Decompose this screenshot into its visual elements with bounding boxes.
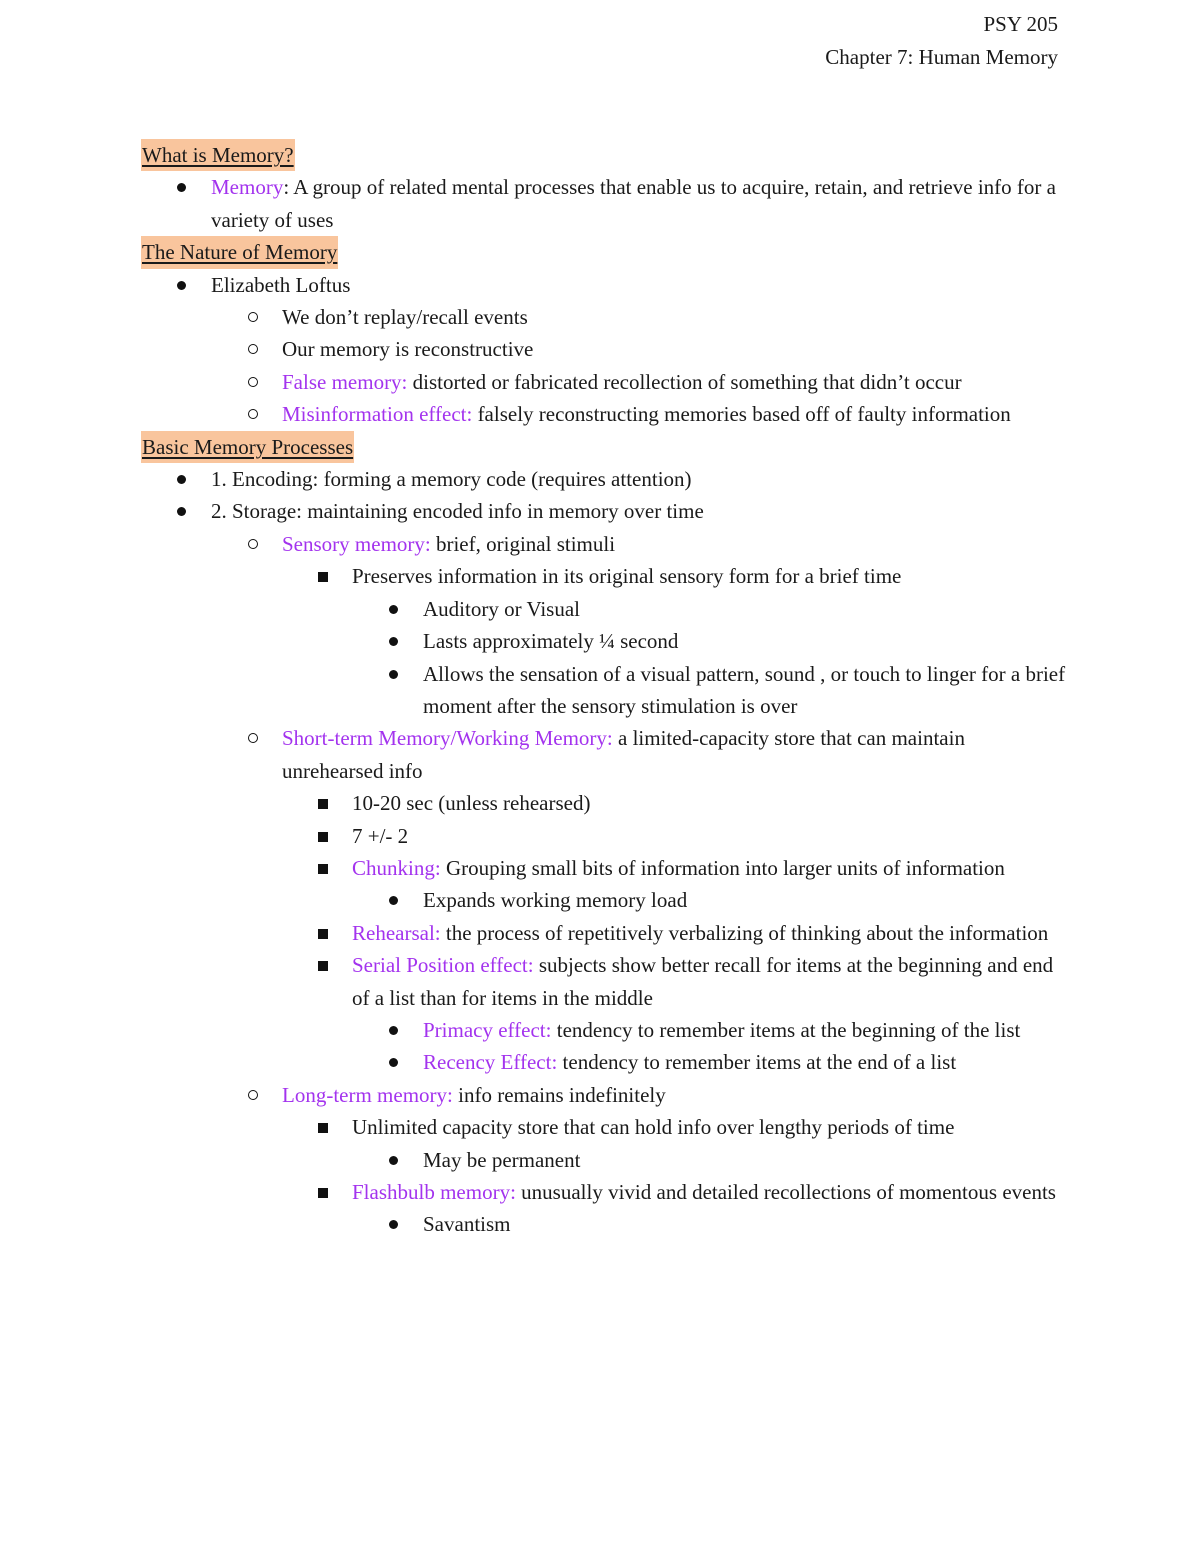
disc-bullet-icon (177, 463, 186, 484)
section-heading: Basic Memory Processes (141, 431, 354, 463)
square-bullet-icon (318, 949, 328, 971)
section-heading-row (141, 236, 1066, 268)
disc-bullet-icon (389, 884, 398, 905)
item-text: Preserves information in its original sensory form for a brief time (352, 564, 902, 589)
disc-bullet-icon (177, 269, 186, 290)
item-text: Unlimited capacity store that can hold info over lengthy periods of time (352, 1115, 955, 1140)
disc-bullet-icon (177, 495, 186, 516)
square-bullet-icon (318, 560, 328, 582)
list-item (141, 366, 1066, 398)
item-text: tendency to remember items at the beginning of the list (551, 1017, 1021, 1042)
circle-bullet-icon (248, 301, 258, 322)
item-text: Our memory is reconstructive (282, 337, 534, 362)
circle-bullet-icon (248, 1079, 258, 1100)
item-text: Allows the sensation of a visual pattern, sound , or touch to linger for a brief moment after the sensory stimulation is over (423, 661, 1066, 718)
term-label: Memory (211, 175, 284, 200)
item-text: info remains indefinitely (452, 1082, 666, 1107)
chapter-title: Chapter 7: Human Memory (825, 45, 1058, 69)
disc-bullet-icon (389, 625, 398, 646)
item-text: Lasts approximately ¼ second (423, 629, 679, 654)
square-bullet-icon (318, 1111, 328, 1133)
item-text: the process of repetitively verbalizing of thinking about the information (440, 920, 1049, 945)
item-text: Savantism (423, 1212, 511, 1237)
list-item (141, 1208, 1066, 1240)
circle-bullet-icon (248, 528, 258, 549)
term-label: Flashbulb memory: (352, 1180, 516, 1204)
list-item (141, 1014, 1066, 1046)
item-text: 1. Encoding: forming a memory code (requires attention) (211, 467, 692, 492)
section-heading-row (141, 431, 1066, 463)
list-item (141, 1176, 1066, 1208)
term-label: Rehearsal: (352, 920, 441, 945)
square-bullet-icon (318, 917, 328, 939)
list-item (141, 658, 1066, 723)
list-item (141, 787, 1066, 819)
circle-bullet-icon (248, 398, 258, 419)
term-label: Short-term Memory/Working Memory: (282, 726, 613, 751)
term-label: Serial Position effect: (352, 953, 534, 978)
circle-bullet-icon (248, 366, 258, 387)
item-text: May be permanent (423, 1147, 581, 1172)
item-text: Elizabeth Loftus (211, 272, 351, 297)
term-label: Sensory memory: (282, 531, 431, 556)
square-bullet-icon (318, 787, 328, 809)
list-item (141, 1111, 1066, 1143)
list-item (141, 171, 1066, 236)
list-item (141, 398, 1066, 430)
item-text: subjects show better recall for items at the beginning and end of a list than for items in the middle (352, 953, 1054, 1010)
list-item (141, 269, 1066, 301)
list-item (141, 463, 1066, 495)
disc-bullet-icon (389, 1144, 398, 1165)
list-item (141, 528, 1066, 560)
term-label: Chunking: (352, 855, 441, 880)
item-text: unusually vivid and detailed recollections of momentous events (515, 1180, 1056, 1204)
list-item (141, 722, 1066, 787)
disc-bullet-icon (389, 593, 398, 614)
disc-bullet-icon (389, 1208, 398, 1229)
list-item (141, 301, 1066, 333)
list-item (141, 884, 1066, 916)
square-bullet-icon (318, 820, 328, 842)
section-heading: What is Memory? (141, 139, 295, 171)
term-label: Long-term memory: (282, 1082, 453, 1107)
list-item (141, 495, 1066, 527)
section-heading: The Nature of Memory (141, 236, 338, 268)
list-item (141, 1144, 1066, 1176)
item-text: Expands working memory load (423, 888, 688, 913)
list-item (141, 625, 1066, 657)
notes-body (141, 139, 1066, 1241)
item-text: : A group of related mental processes that enable us to acquire, retain, and retrieve info for a variety of uses (211, 175, 1056, 232)
square-bullet-icon (318, 1176, 328, 1198)
term-label: Primacy effect: (423, 1017, 552, 1042)
list-item (141, 333, 1066, 365)
term-label: Recency Effect: (423, 1050, 558, 1075)
square-bullet-icon (318, 852, 328, 874)
item-text: 2. Storage: maintaining encoded info in memory over time (211, 499, 704, 524)
list-item (141, 560, 1066, 592)
disc-bullet-icon (389, 1046, 398, 1067)
item-text: falsely reconstructing memories based off of faulty information (472, 402, 1011, 427)
item-text: tendency to remember items at the end of a list (557, 1050, 957, 1075)
list-item (141, 917, 1066, 949)
disc-bullet-icon (389, 658, 398, 679)
item-text: a limited-capacity store that can maintain unrehearsed info (282, 726, 965, 783)
item-text: 10-20 sec (unless rehearsed) (352, 791, 591, 816)
term-label: Misinformation effect: (282, 402, 473, 427)
disc-bullet-icon (389, 1014, 398, 1035)
disc-bullet-icon (177, 171, 186, 192)
section-heading-row (141, 139, 1066, 171)
circle-bullet-icon (248, 722, 258, 743)
list-item (141, 949, 1066, 1014)
item-text: brief, original stimuli (430, 531, 616, 556)
list-item (141, 1079, 1066, 1111)
item-text: distorted or fabricated recollection of something that didn’t occur (407, 369, 962, 394)
circle-bullet-icon (248, 333, 258, 354)
item-text: 7 +/- 2 (352, 823, 409, 848)
list-item (141, 1046, 1066, 1078)
item-text: Grouping small bits of information into larger units of information (440, 855, 1005, 880)
item-text: We don’t replay/recall events (282, 305, 528, 330)
list-item (141, 820, 1066, 852)
list-item (141, 593, 1066, 625)
list-item (141, 852, 1066, 884)
item-text: Auditory or Visual (423, 596, 581, 621)
course-title: PSY 205 (983, 12, 1058, 36)
term-label: False memory: (282, 369, 408, 394)
